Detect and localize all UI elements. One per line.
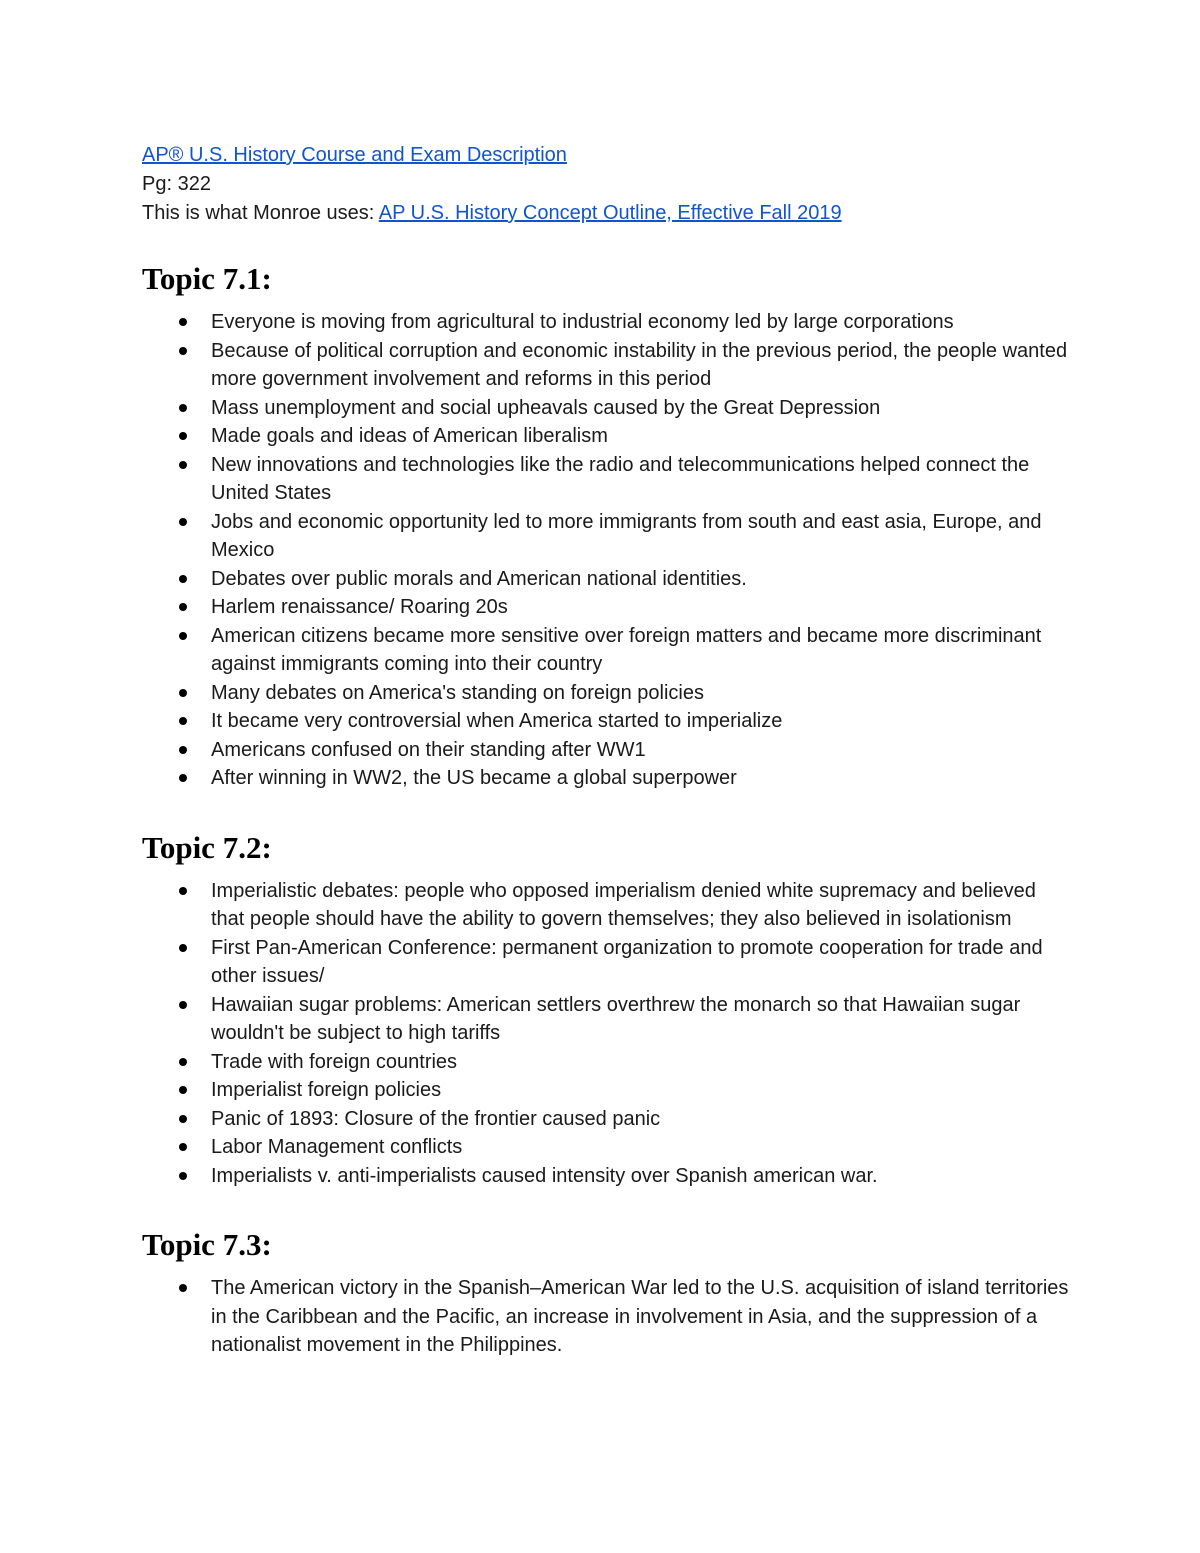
concept-outline-link[interactable]: AP U.S. History Concept Outline, Effective Fall 2019 [378, 202, 842, 224]
bullet-icon [179, 944, 187, 952]
list-item-text: Hawaiian sugar problems: American settlers overthrew the monarch so that Hawaiian sugar wouldn't be subject to high tariffs [211, 993, 1021, 1044]
bullet-icon [179, 1086, 187, 1094]
topic-7-1-list [142, 308, 1072, 793]
list-item [142, 422, 1072, 451]
list-item-text: Because of political corruption and economic instability in the previous period, the people wanted more government involvement and reforms in this period [211, 339, 1068, 390]
monroe-outline-line [142, 199, 1072, 228]
list-item [142, 1076, 1072, 1105]
bullet-icon [179, 603, 187, 611]
list-item [142, 337, 1072, 394]
topic-7-2-list [142, 877, 1072, 1191]
list-item-text: First Pan-American Conference: permanent organization to promote cooperation for trade and other issues/ [211, 936, 1043, 987]
list-item [142, 394, 1072, 423]
list-item [142, 508, 1072, 565]
list-item [142, 1048, 1072, 1077]
list-item [142, 736, 1072, 765]
bullet-icon [179, 1172, 187, 1180]
list-item [142, 991, 1072, 1048]
list-item-text: American citizens became more sensitive over foreign matters and became more discriminant against immigrants coming into their country [211, 624, 1042, 675]
topic-7-1-heading: Topic 7.1: [142, 261, 272, 296]
bullet-icon [179, 774, 187, 782]
list-item-text: Mass unemployment and social upheavals caused by the Great Depression [211, 396, 881, 419]
list-item-text: New innovations and technologies like the radio and telecommunications helped connect the United States [211, 453, 1030, 504]
topic-7-3-heading: Topic 7.3: [142, 1227, 272, 1262]
bullet-icon [179, 1143, 187, 1151]
list-item [142, 934, 1072, 991]
list-item-text: Everyone is moving from agricultural to industrial economy led by large corporations [211, 311, 954, 333]
list-item-text: Harlem renaissance/ Roaring 20s [211, 596, 508, 618]
list-item-text: The American victory in the Spanish–American War led to the U.S. acquisition of island territories in the Caribbean and the Pacific, an increase in involvement in Asia, and the suppression of a nationalist movement in the Philippines. [211, 1277, 1069, 1356]
list-item-text: Debates over public morals and American national identities. [211, 567, 747, 590]
list-item-text: Many debates on America's standing on foreign policies [211, 681, 704, 704]
list-item [142, 565, 1072, 594]
bullet-icon [179, 1284, 187, 1292]
list-item-text: Panic of 1893: Closure of the frontier caused panic [211, 1107, 661, 1130]
course-description-line [142, 141, 1072, 170]
list-item-text: After winning in WW2, the US became a global superpower [211, 767, 737, 789]
bullet-icon [179, 746, 187, 754]
list-item [142, 707, 1072, 736]
list-item [142, 593, 1072, 622]
list-item-text: Trade with foreign countries [211, 1050, 458, 1073]
bullet-icon [179, 461, 187, 469]
list-item [142, 1133, 1072, 1162]
list-item [142, 308, 1072, 337]
list-item [142, 1162, 1072, 1191]
list-item-text: Imperialists v. anti-imperialists caused intensity over Spanish american war. [211, 1164, 878, 1187]
topic-7-2-heading: Topic 7.2: [142, 829, 272, 865]
bullet-icon [179, 717, 187, 725]
document-page [142, 141, 1072, 1360]
bullet-icon [179, 689, 187, 697]
monroe-prefix: This is what Monroe uses: [142, 202, 379, 224]
bullet-icon [179, 887, 187, 895]
bullet-icon [179, 518, 187, 526]
list-item-text: It became very controversial when America started to imperialize [211, 710, 783, 732]
page-reference: Pg: 322 [142, 173, 211, 195]
list-item-text: Jobs and economic opportunity led to more immigrants from south and east asia, Europe, and Mexico [211, 510, 1042, 561]
list-item-text: Labor Management conflicts [211, 1136, 463, 1158]
bullet-icon [179, 1058, 187, 1066]
list-item [142, 764, 1072, 793]
bullet-icon [179, 432, 187, 440]
bullet-icon [179, 1001, 187, 1009]
course-description-link[interactable]: AP® U.S. History Course and Exam Description [142, 144, 567, 166]
list-item-text: Imperialist foreign policies [211, 1079, 442, 1101]
bullet-icon [179, 347, 187, 355]
bullet-icon [179, 318, 187, 326]
bullet-icon [179, 1115, 187, 1123]
list-item [142, 679, 1072, 708]
list-item [142, 451, 1072, 508]
list-item [142, 1105, 1072, 1134]
bullet-icon [179, 632, 187, 640]
bullet-icon [179, 404, 187, 412]
list-item-text: Made goals and ideas of American liberalism [211, 425, 608, 447]
list-item-text: Americans confused on their standing after WW1 [211, 738, 646, 761]
list-item [142, 877, 1072, 934]
topic-7-3-list [142, 1274, 1072, 1360]
list-item [142, 1274, 1072, 1360]
list-item [142, 622, 1072, 679]
bullet-icon [179, 575, 187, 583]
list-item-text: Imperialistic debates: people who opposed imperialism denied white supremacy and believed that people should have the ability to govern themselves; they also believed in isolationism [211, 879, 1036, 930]
